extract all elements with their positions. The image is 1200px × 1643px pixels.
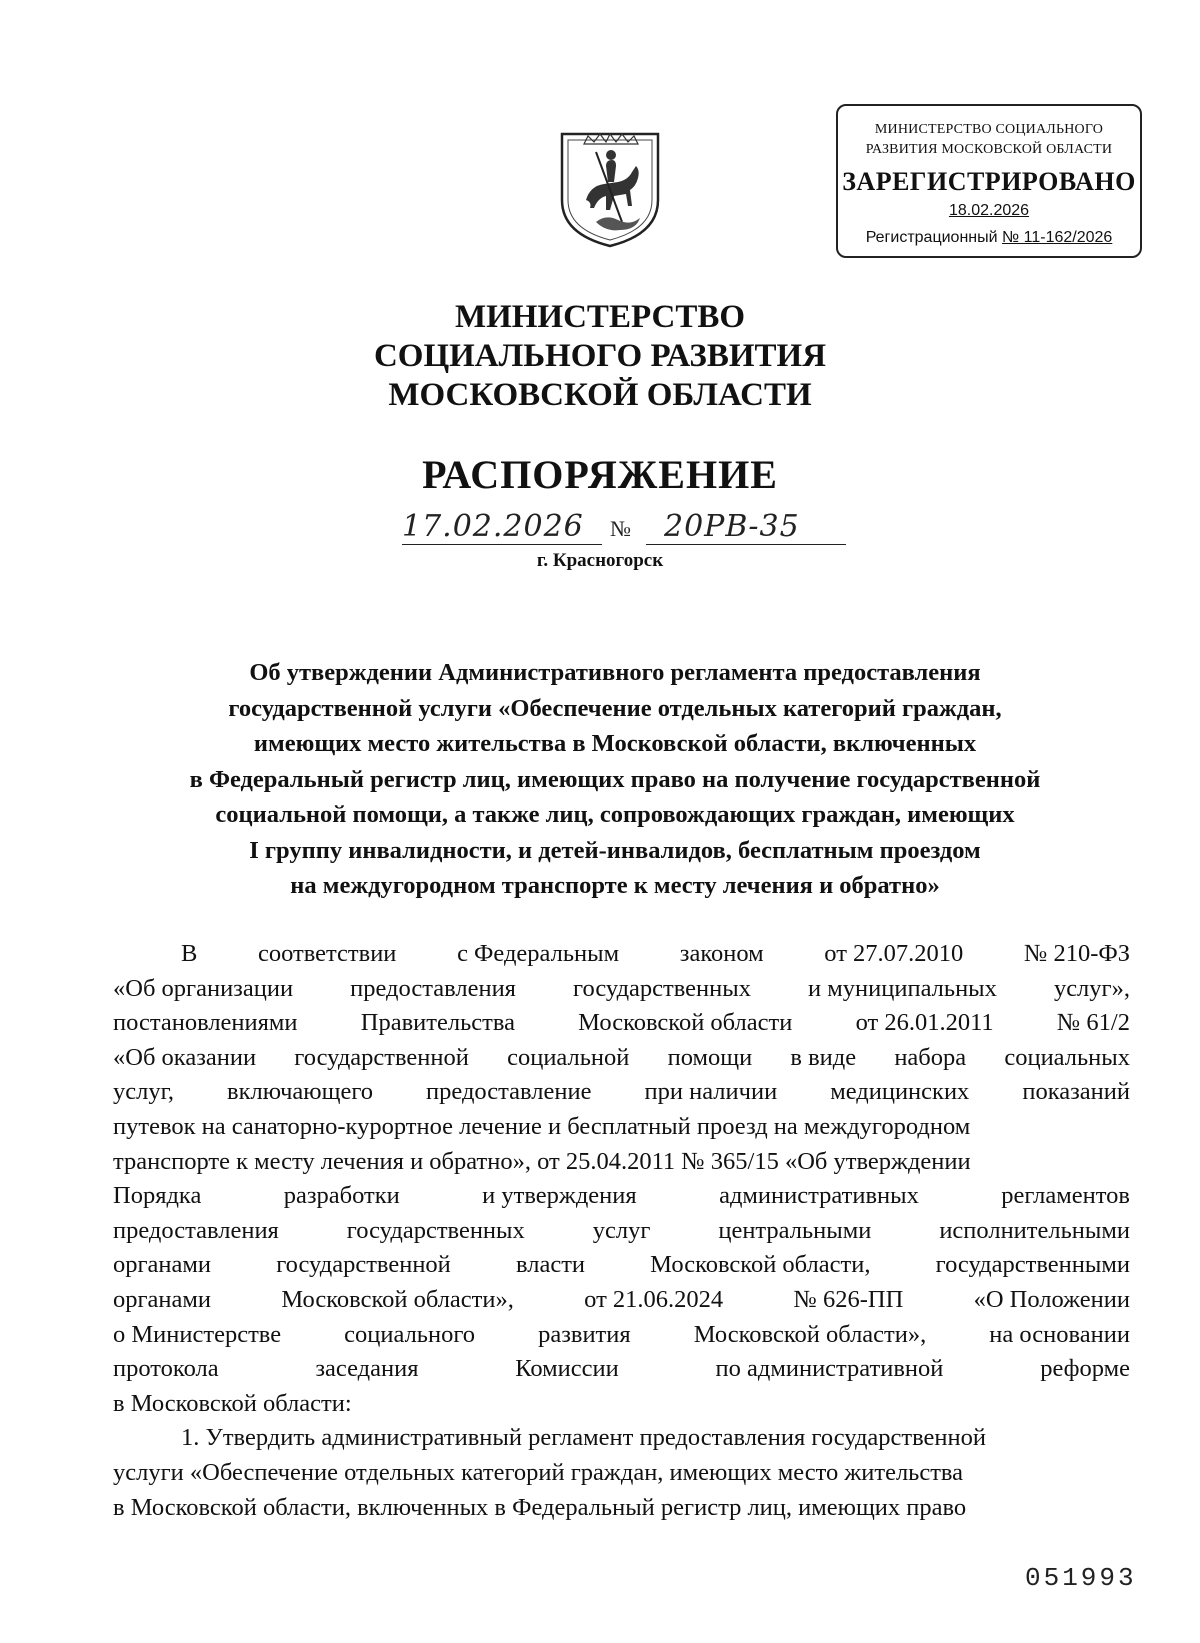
word: государственной <box>294 1043 469 1071</box>
word: о Министерстве <box>113 1320 282 1348</box>
subject-line: на междугородном транспорте к месту лечения и обратно» <box>290 872 940 899</box>
word: органами <box>113 1285 212 1313</box>
word: органами <box>113 1251 212 1279</box>
body-line: в Московской области, включенных в Федеральный регистр лиц, имеющих право <box>113 1493 967 1521</box>
word: и муниципальных <box>808 974 997 1002</box>
word: предоставление <box>426 1078 592 1106</box>
word: регламентов <box>1001 1182 1130 1210</box>
word: предоставления <box>113 1216 279 1244</box>
word: заседания <box>315 1355 419 1383</box>
word: развития <box>538 1320 631 1348</box>
word: при наличии <box>644 1078 778 1106</box>
word: № 626-ПП <box>793 1285 904 1313</box>
word: «О Положении <box>973 1285 1130 1313</box>
stamp-ministry-line1: МИНИСТЕРСТВО СОЦИАЛЬНОГО <box>874 122 1104 137</box>
number-sign: № <box>610 516 632 541</box>
word: и утверждения <box>482 1182 637 1210</box>
word: соответствии <box>257 940 397 967</box>
word: по административной <box>715 1355 944 1383</box>
subject-line: в Федеральный регистр лиц, имеющих право на получение государственной <box>189 765 1041 793</box>
subject-line: Об утверждении Административного регламента предоставления <box>249 659 981 686</box>
word: государственными <box>935 1251 1130 1279</box>
word: на основании <box>989 1320 1130 1348</box>
word: государственных <box>573 974 751 1002</box>
word: «Об организации <box>113 974 294 1002</box>
word: № 61/2 <box>1056 1009 1130 1037</box>
coat-of-arms-emblem <box>556 130 664 250</box>
document-serial-number: 051993 <box>1025 1563 1137 1593</box>
word: от 21.06.2024 <box>584 1285 724 1313</box>
document-type-title: РАСПОРЯЖЕНИЕ <box>422 452 778 497</box>
word: государственных <box>346 1216 525 1244</box>
body-line <box>113 1214 1130 1249</box>
word: власти <box>515 1251 586 1279</box>
handwritten-date: 17.02.2026 <box>402 510 602 545</box>
word: показаний <box>1022 1078 1130 1106</box>
word: постановлениями <box>113 1009 298 1037</box>
word: государственной <box>276 1251 451 1279</box>
subject-line: I группу инвалидности, и детей-инвалидов, бесплатным проездом <box>249 836 981 864</box>
word: в виде <box>790 1043 857 1071</box>
word: Правительства <box>360 1009 515 1037</box>
word: социального <box>344 1320 476 1348</box>
subject-line: социальной помощи, а также лиц, сопровождающих граждан, имеющих <box>215 801 1015 828</box>
word: Порядка <box>113 1182 202 1210</box>
word: от 27.07.2010 <box>824 940 964 967</box>
word: Комиссии <box>515 1355 619 1383</box>
body-line: транспорте к месту лечения и обратно», от 25.04.2011 № 365/15 «Об утверждении <box>113 1147 971 1175</box>
word: услуг <box>592 1216 651 1244</box>
word: разработки <box>283 1182 400 1210</box>
word: исполнительными <box>939 1216 1130 1244</box>
word: протокола <box>113 1355 219 1383</box>
body-line <box>113 937 1130 972</box>
word: Московской области, <box>650 1251 871 1279</box>
body-line <box>113 1041 1130 1076</box>
stamp-registration <box>838 226 1140 250</box>
stamp-date: 18.02.2026 <box>948 202 1030 219</box>
word: № 210-ФЗ <box>1023 940 1130 967</box>
word: услуг, <box>113 1078 175 1106</box>
subject-line: имеющих место жительства в Московской области, включенных <box>253 730 977 757</box>
word: медицинских <box>830 1078 970 1106</box>
body-line <box>113 1318 1130 1353</box>
ministry-name <box>300 298 900 415</box>
word: предоставления <box>350 974 516 1002</box>
body-line: в Московской области: <box>113 1389 352 1417</box>
ministry-line-2: СОЦИАЛЬНОГО РАЗВИТИЯ <box>373 338 827 374</box>
word: услуг», <box>1053 974 1130 1002</box>
stamp-status: ЗАРЕГИСТРИРОВАНО <box>842 167 1136 196</box>
word: Московской области», <box>281 1285 514 1313</box>
word: Московской области <box>578 1009 793 1037</box>
document-body <box>113 937 1130 1525</box>
word: помощи <box>667 1043 753 1071</box>
registration-stamp <box>836 104 1142 258</box>
word: социальной <box>507 1043 630 1071</box>
body-line: путевок на санаторно-курортное лечение и бесплатный проезд на междугородном <box>113 1112 971 1140</box>
word: включающего <box>227 1078 374 1106</box>
city-name: г. Красногорск <box>536 550 664 571</box>
subject-line: государственной услуги «Обеспечение отдельных категорий граждан, <box>228 694 1002 722</box>
stamp-reg-label: Регистрационный <box>865 229 998 246</box>
word: Московской области», <box>693 1320 927 1348</box>
handwritten-number: 20РВ-35 <box>646 510 846 545</box>
body-line <box>113 1248 1130 1283</box>
body-line <box>113 1179 1130 1214</box>
body-line <box>113 1283 1130 1318</box>
body-line <box>113 972 1130 1007</box>
word: центральными <box>718 1216 872 1244</box>
word: набора <box>894 1043 967 1071</box>
word: с Федеральным <box>457 940 620 967</box>
word: законом <box>679 940 764 967</box>
stamp-reg-number: № 11-162/2026 <box>1002 229 1113 246</box>
word: «Об оказании <box>113 1043 257 1071</box>
word: реформе <box>1040 1355 1130 1383</box>
ministry-line-3: МОСКОВСКОЙ ОБЛАСТИ <box>388 377 812 413</box>
word: от 26.01.2011 <box>855 1009 994 1037</box>
body-line: услуги «Обеспечение отдельных категорий граждан, имеющих место жительства <box>113 1458 964 1486</box>
word: административных <box>719 1182 919 1210</box>
ministry-line-1: МИНИСТЕРСТВО <box>454 299 746 335</box>
body-line <box>113 1352 1130 1387</box>
body-line <box>113 1075 1130 1110</box>
document-subject <box>110 655 1120 904</box>
date-number-row <box>396 510 856 550</box>
stamp-ministry-line2: РАЗВИТИЯ МОСКОВСКОЙ ОБЛАСТИ <box>865 142 1113 157</box>
word: В <box>181 940 198 967</box>
word: социальных <box>1004 1043 1130 1071</box>
body-line: 1. Утвердить административный регламент предоставления государственной <box>181 1424 987 1452</box>
body-line <box>113 1006 1130 1041</box>
